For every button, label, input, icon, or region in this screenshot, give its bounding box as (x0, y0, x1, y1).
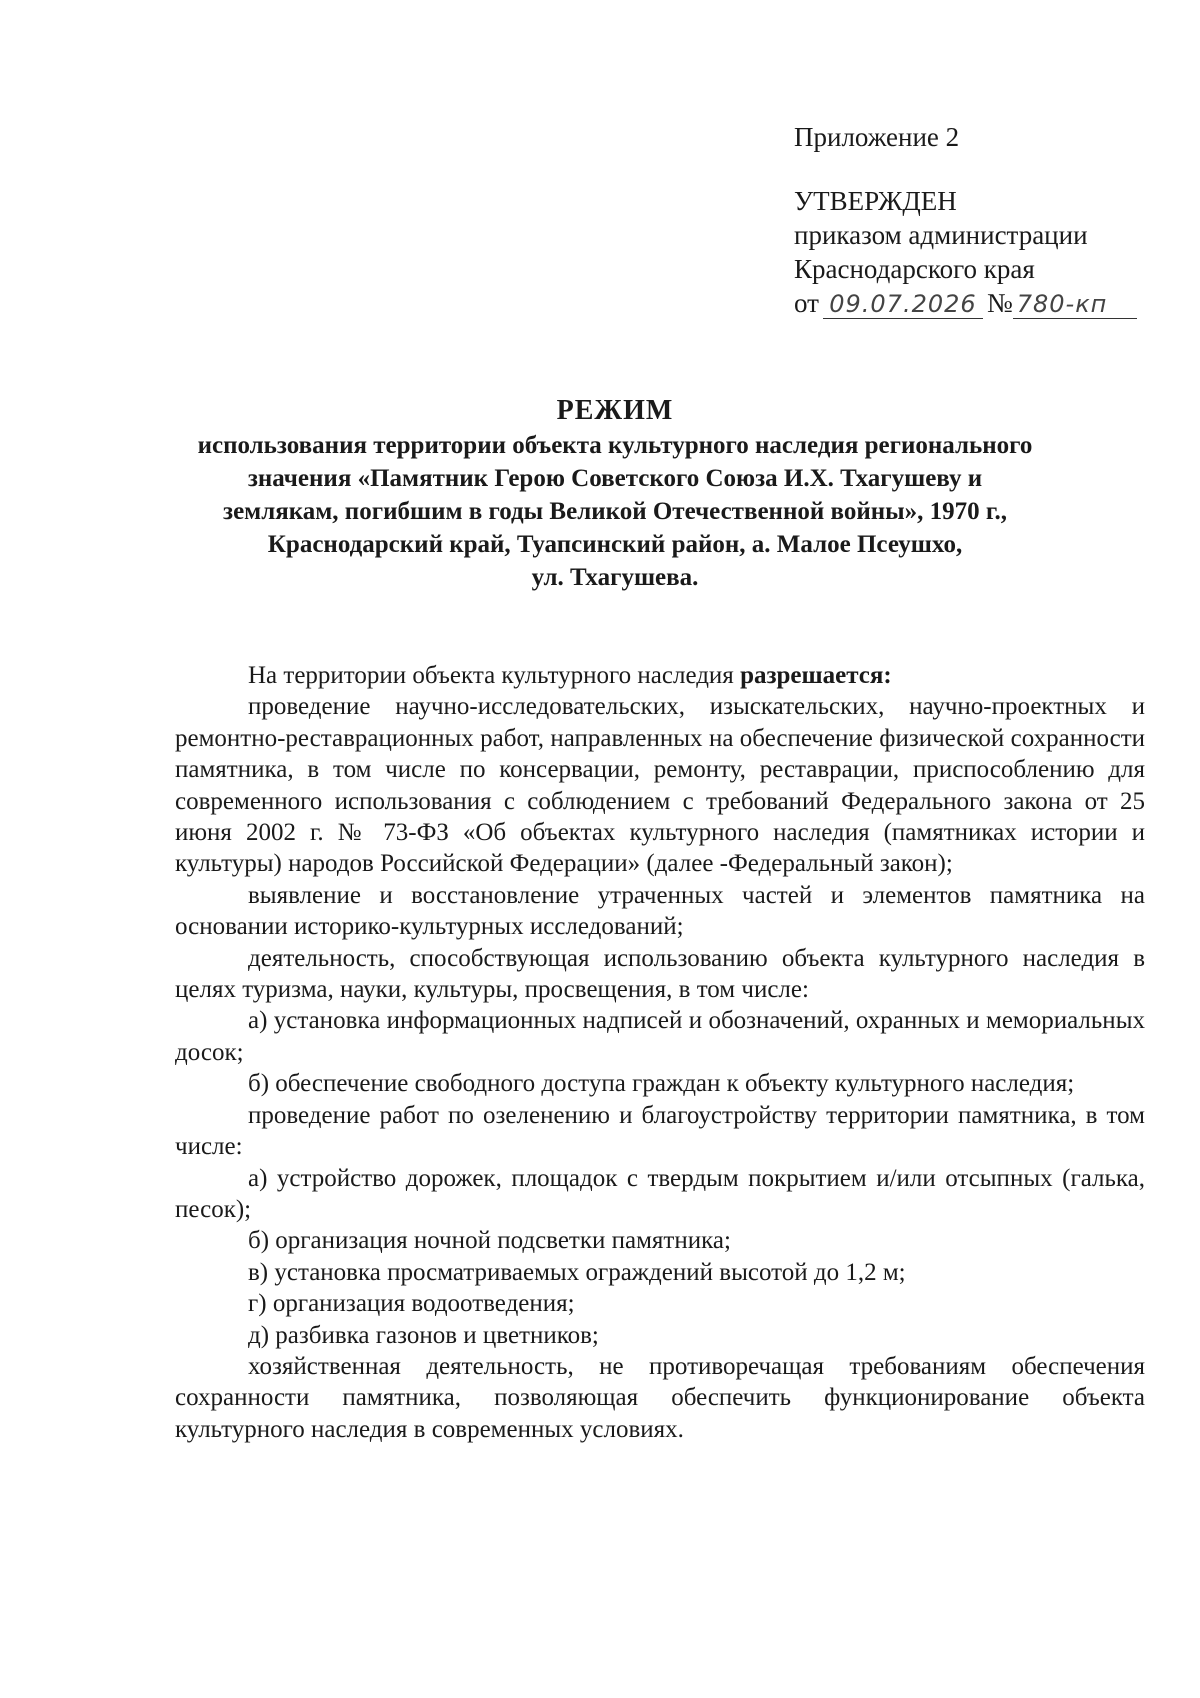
body-paragraph: а) установка информационных надписей и обозначений, охранных и мемориальных досок; (175, 1007, 1145, 1066)
body-paragraph: д) разбивка газонов и цветников; (248, 1321, 599, 1349)
body-paragraph: деятельность, способствующая использованию объекта культурного наследия в целях туризма, науки, культуры, просвещения, в том числе: (175, 944, 1145, 1004)
body-paragraph: а) устройство дорожек, площадок с твердым покрытием и/или отсыпных (галька, песок); (175, 1164, 1145, 1223)
approval-block (794, 120, 1154, 320)
body-paragraph: б) организация ночной подсветки памятника; (248, 1227, 731, 1255)
title-line: ул. Тхагушева. (531, 564, 699, 591)
document-title-block (150, 394, 1080, 594)
body-paragraph: проведение научно-исследовательских, изыскательских, научно-проектных и ремонтно-реставрационных работ, направленных на обеспечение физической сохранности памятника, в том числе по консервации, ремонту, реставрации, приспособлению для современного использования с соблюдением с требований Федерального закона от 25 июня 2002 г. № 73-ФЗ «Об объектах культурного наследия (памятниках истории и культуры) народов Российской Федерации» (далее -Федеральный закон); (175, 693, 1145, 878)
intro-text: На территории объекта культурного наследия (248, 662, 741, 689)
number-prefix: № (986, 288, 1013, 318)
body-paragraph: выявление и восстановление утраченных частей и элементов памятника на основании историко-культурных исследований; (175, 881, 1145, 941)
handwritten-number: 780-кп (1013, 290, 1137, 319)
date-prefix: от (794, 288, 819, 318)
handwritten-date: 09.07.2026 (823, 290, 983, 319)
appendix-label: Приложение 2 (794, 122, 960, 152)
intro-paragraph (175, 660, 1145, 691)
document-body (175, 660, 1145, 1445)
body-paragraph: г) организация водоотведения; (248, 1290, 575, 1318)
title-line: значения «Памятник Герою Советского Союза И.Х. Тхагушеву и (247, 465, 983, 492)
body-paragraph: в) установка просматриваемых ограждений высотой до 1,2 м; (248, 1258, 906, 1286)
title-line: Краснодарский край, Туапсинский район, а. Малое Псеушхо, (267, 531, 963, 558)
body-paragraph: проведение работ по озеленению и благоустройству территории памятника, в том числе: (175, 1101, 1145, 1161)
approved-by-order: приказом администрации (794, 220, 1088, 250)
document-title: РЕЖИМ (556, 395, 674, 426)
intro-bold: разрешается: (740, 662, 892, 689)
approved-label: УТВЕРЖДЕН (794, 186, 957, 216)
approved-region: Краснодарского края (794, 254, 1035, 284)
title-line: использования территории объекта культурного наследия регионального (197, 432, 1033, 459)
body-paragraph: б) обеспечение свободного доступа граждан к объекту культурного наследия; (248, 1070, 1075, 1098)
title-line: землякам, погибшим в годы Великой Отечественной войны», 1970 г., (223, 498, 1007, 525)
order-date-number-line (794, 286, 1154, 320)
body-paragraph: хозяйственная деятельность, не противоречащая требованиям обеспечения сохранности памятника, позволяющая обеспечить функционирование объекта культурного наследия в современных условиях. (175, 1352, 1145, 1443)
